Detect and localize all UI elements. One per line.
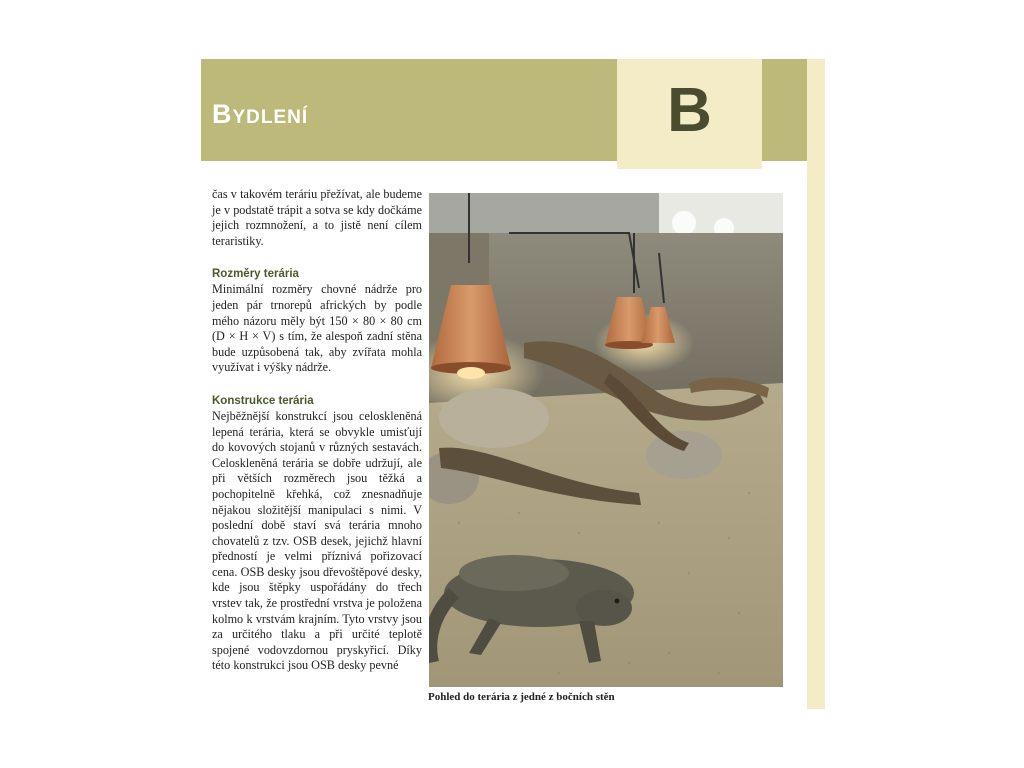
chapter-title: Bydlení <box>212 99 309 129</box>
terrarium-photo <box>429 193 783 687</box>
figure-caption: Pohled do terária z jedné z bočních stěn <box>428 691 615 703</box>
section-heading-dimensions: Rozměry terária <box>212 268 299 281</box>
page-edge-strip <box>807 59 825 709</box>
section-paragraph-dimensions: Minimální rozměry chovné nádrže pro jeden pár trnorepů afrických by podle mého názoru měly být 150 × 80 × 80 cm (D × H × V) s tím, že alespoň zadní stěna bude uzpůsobená tak, aby zvířata mohla využívat i výšky nádrže. <box>212 282 422 375</box>
intro-paragraph: čas v takovém teráriu přežívat, ale budeme je v podstatě trápit a sotva se kdy dočkáme jejich rozmnožení, a to jistě není cílem teraristiky. <box>212 187 422 248</box>
text-column <box>212 187 422 674</box>
section-paragraph-construction: Nejběžnější konstrukcí jsou celoskleněná lepená terária, která se obvykle umisťují do kovových stojanů v různých sestavách. Celoskleněná terária se dobře udržují, ale při větších rozměrech jsou těžká a pochopitelně křehká, což znesnadňuje nějakou složitější manipulaci s nimi. V poslední době staví svá terária mnoho chovatelů z tzv. OSB desek, jejichž hlavní předností je velmi příznivá pořizovací cena. OSB desky jsou dřevoštěpové desky, kde jsou štěpky uspořádány do třech vrstev tak, že prostřední vrstva je položena kolmo k vrstvám krajním. Tyto vrstvy jsou za určitého tlaku a při určité teplotě spojené vodovzdornou pryskyřicí. Díky této konstrukci jsou OSB desky pevné <box>212 408 422 673</box>
terrarium-photo-icon <box>429 193 783 687</box>
chapter-letter: B <box>667 76 712 145</box>
section-heading-construction: Konstrukce terária <box>212 394 314 407</box>
